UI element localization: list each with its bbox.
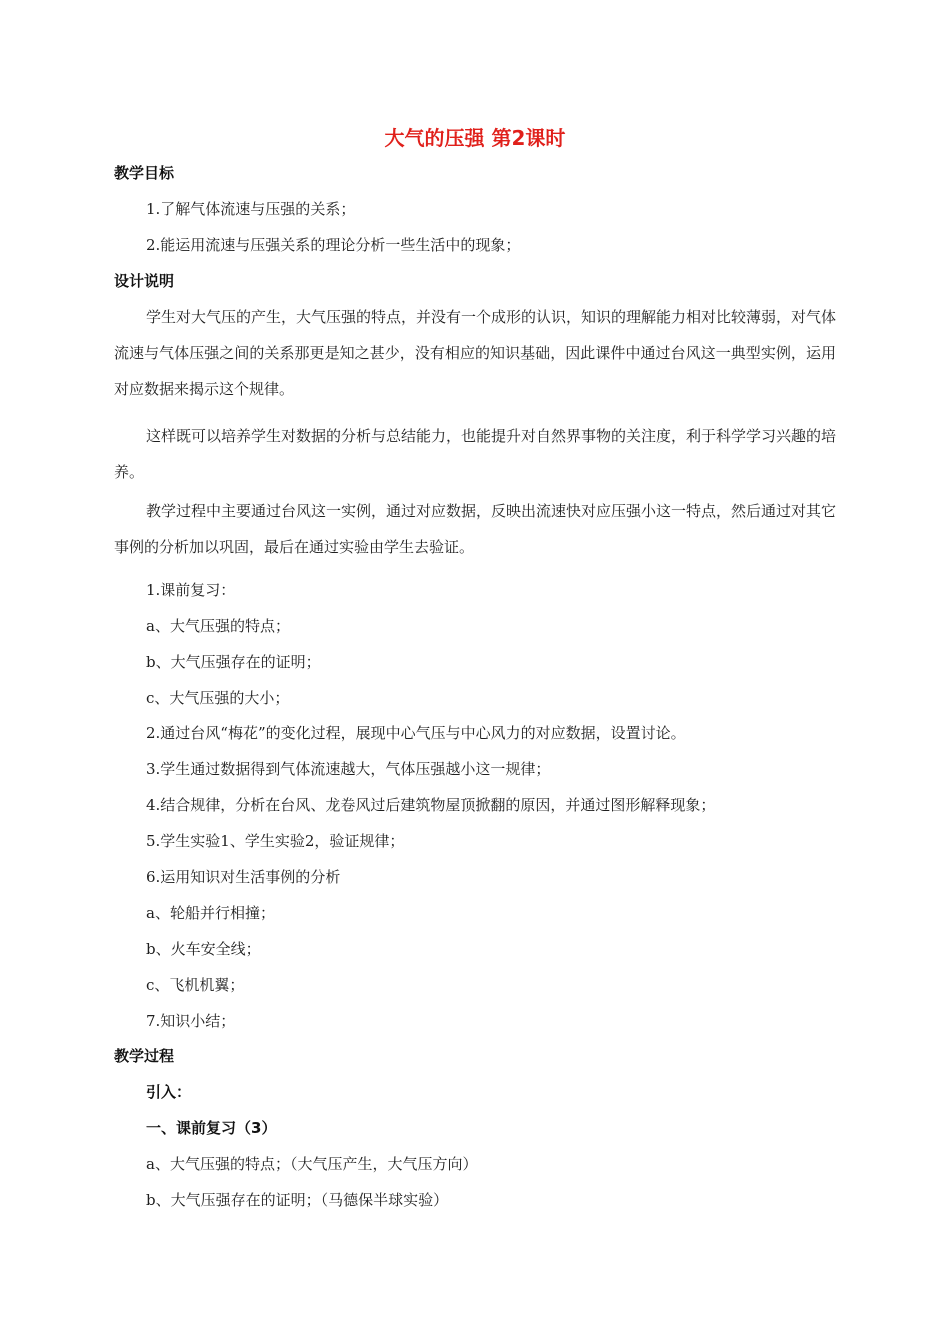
design-paragraph: 学生对大气压的产生，大气压强的特点，并没有一个成形的认识，知识的理解能力相对比较薄弱，对气体流速与气体压强之间的关系那更是知之甚少，没有相应的知识基础，因此课件中通过台风这一典型实例，运用对应数据来揭示这个规律。 xyxy=(114,308,837,398)
design-heading: 设计说明 xyxy=(114,272,175,290)
design-list-item: c、飞机机翼； xyxy=(146,976,245,994)
design-list-item: 6.运用知识对生活事例的分析 xyxy=(146,868,341,886)
design-list-item: c、大气压强的大小； xyxy=(146,689,290,707)
document-title: 大气的压强 第2课时 xyxy=(384,126,566,150)
review-item: a、大气压强的特点；（大气压产生，大气压方向） xyxy=(146,1155,478,1173)
design-list-item: b、大气压强存在的证明； xyxy=(146,653,321,671)
process-heading: 教学过程 xyxy=(114,1047,175,1065)
design-list-item: a、轮船并行相撞； xyxy=(146,904,275,922)
objective-item: 1.了解气体流速与压强的关系； xyxy=(146,200,356,218)
design-list-item: 7.知识小结； xyxy=(146,1012,236,1030)
design-list-item: 2.通过台风“梅花”的变化过程，展现中心气压与中心风力的对应数据，设置讨论。 xyxy=(146,724,686,742)
design-list-item: 3.学生通过数据得到气体流速越大，气体压强越小这一规律； xyxy=(146,760,551,778)
design-list-item: 4.结合规律，分析在台风、龙卷风过后建筑物屋顶掀翻的原因，并通过图形解释现象； xyxy=(146,796,716,814)
review-heading: 一、课前复习（3） xyxy=(146,1119,277,1137)
objective-item: 2.能运用流速与压强关系的理论分析一些生活中的现象； xyxy=(146,236,521,254)
design-paragraph: 这样既可以培养学生对数据的分析与总结能力，也能提升对自然界事物的关注度，利于科学学习兴趣的培养。 xyxy=(114,427,837,481)
design-list-item: 1.课前复习： xyxy=(146,581,236,599)
objectives-heading: 教学目标 xyxy=(114,164,175,182)
design-list-item: a、大气压强的特点； xyxy=(146,617,290,635)
design-list-item: b、火车安全线； xyxy=(146,940,261,958)
intro-label: 引入： xyxy=(146,1083,192,1101)
design-paragraph: 教学过程中主要通过台风这一实例，通过对应数据，反映出流速快对应压强小这一特点，然后通过对其它事例的分析加以巩固，最后在通过实验由学生去验证。 xyxy=(114,502,837,556)
design-list-item: 5.学生实验1、学生实验2，验证规律； xyxy=(146,832,405,850)
review-item: b、大气压强存在的证明；（马德保半球实验） xyxy=(146,1191,449,1209)
